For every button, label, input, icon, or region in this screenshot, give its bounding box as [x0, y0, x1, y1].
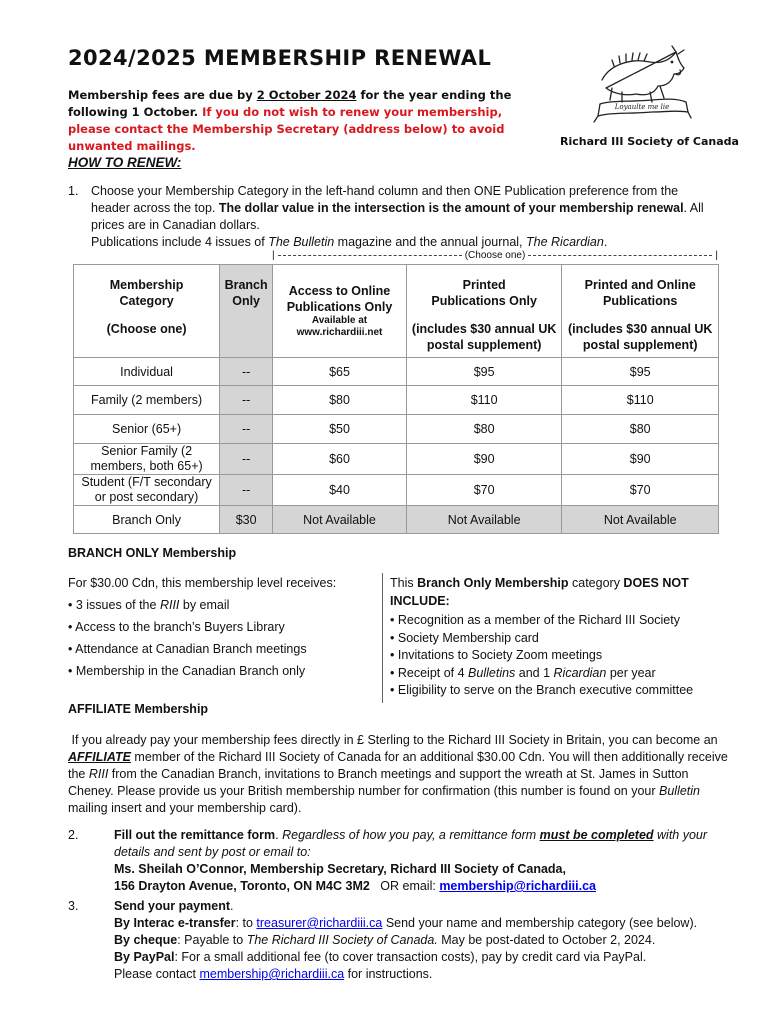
step-1: 1. Choose your Membership Category in the left-hand column and then ONE Publication preference from the header across the top. The dollar value in the intersection is the amount of your membership renewal. All prices are in Canadian dollars. Publications include 4 issues of The Bulletin magazine and the annual journal, The Ricardian.	[68, 184, 704, 249]
page-title: 2024/2025 MEMBERSHIP RENEWAL	[68, 46, 492, 70]
step-2: 2. Fill out the remittance form. Regardless of how you pay, a remittance form must be completed with your details and sent by post or email to: Ms. Sheilah O’Connor, Membership Secretary, Richard III Society of Canada, 156 Drayton Avenue, Toronto, ON M4C 3M2 OR email: membership@richardiii.ca	[68, 828, 708, 893]
step-number: 2.	[68, 828, 79, 842]
how-to-heading: HOW TO RENEW:	[68, 155, 182, 170]
table-row: Family (2 members) -- $80 $110 $110	[74, 386, 719, 415]
list-item: • Recognition as a member of the Richard III Society	[390, 613, 680, 627]
list-item: • Attendance at Canadian Branch meetings	[68, 642, 307, 656]
table-row: Branch Only $30 Not Available Not Available Not Available	[74, 506, 719, 534]
step-number: 3.	[68, 899, 79, 913]
list-item: • Society Membership card	[390, 630, 539, 645]
list-item: • Access to the branch’s Buyers Library	[68, 620, 285, 634]
branch-excludes-list: This Branch Only Membership category DOES NOT INCLUDE: • Recognition as a member of the Richard III Society • Society Membership card • Invitations to Society Zoom meetings • Receipt of 4 Bulletins and 1 Ricardian per year • Eligibility to serve on the Branch executive committee	[390, 575, 720, 700]
boar-logo-icon	[592, 42, 692, 130]
table-row: Senior (65+) -- $50 $80 $80	[74, 415, 719, 444]
contact-email-link[interactable]: membership@richardiii.ca	[199, 967, 345, 981]
branch-receives-list: For $30.00 Cdn, this membership level receives: • 3 issues of the RIII by email • Access to the branch’s Buyers Library • Attendance at Canadian Branch meetings • Membership in the Canadian Branch only	[68, 575, 378, 685]
table-header-row	[74, 265, 719, 358]
membership-email-link[interactable]: membership@richardiii.ca	[439, 879, 597, 893]
address-line-1: Ms. Sheilah O’Connor, Membership Secretary, Richard III Society of Canada,	[114, 862, 566, 876]
choose-one-bracket: | (Choose one) |	[272, 250, 718, 261]
list-item: • Receipt of 4 Bulletins and 1 Ricardian per year	[390, 665, 656, 680]
table-row: Senior Family (2 members, both 65+) -- $60 $90 $90	[74, 444, 719, 475]
table-row: Student (F/T secondary or post secondary) -- $40 $70 $70	[74, 475, 719, 506]
address-line-2: 156 Drayton Avenue, Toronto, ON M4C 3M2	[114, 879, 370, 893]
list-item: • Membership in the Canadian Branch only	[68, 664, 306, 678]
treasurer-email-link[interactable]: treasurer@richardiii.ca	[256, 916, 383, 930]
affiliate-paragraph: If you already pay your membership fees directly in £ Sterling to the Richard III Society in Britain, you can become an AFFILIATE member of the Richard III Society of Canada for an additional $30.00 Cdn. You will then additionally receive the RIII from the Canadian Branch, invitations to Branch meetings and support the wreath at St. James in Sutton Cheney. Please provide us your British membership number for confirmation (this number is found on your Bulletin mailing insert and your membership card).	[68, 733, 728, 815]
society-name: Richard III Society of Canada	[560, 135, 739, 148]
step-3: 3. Send your payment. By Interac e-transfer: to treasurer@richardiii.ca Send your name and membership category (see below). By cheque: Payable to The Richard III Society of Canada. May be post-dated to October 2, 2024. By PayPal: For a small additional fee (to cover transaction costs), pay by credit card via PayPal. Please contact membership@richardiii.ca for instructions.	[68, 899, 698, 981]
column-divider	[382, 573, 383, 703]
header-category: Membership Category (Choose one)	[74, 265, 220, 358]
header-printed: Printed Publications Only (includes $30 annual UK postal supplement)	[406, 265, 562, 358]
list-item: • 3 issues of the RIII by email	[68, 598, 230, 612]
branch-only-heading: BRANCH ONLY Membership	[68, 546, 237, 560]
header-branch: Branch Only	[220, 265, 273, 358]
affiliate-heading: AFFILIATE Membership	[68, 702, 209, 716]
list-item: • Eligibility to serve on the Branch executive committee	[390, 683, 694, 697]
intro-paragraph: Membership fees are due by 2 October 2024 for the year ending the following 1 October. If you do not wish to renew your membership, please contact the Membership Secretary (address below) to avoid unwanted mailings.	[68, 88, 512, 153]
choose-one-label: (Choose one)	[464, 250, 526, 261]
fees-table	[73, 264, 719, 534]
step-number: 1.	[68, 184, 79, 198]
logo-motto: Loyaulte me lie	[614, 103, 670, 111]
header-online: Access to Online Publications Only Available at www.richardiii.net	[273, 265, 407, 358]
due-date: 2 October 2024	[256, 88, 357, 102]
header-both: Printed and Online Publications (includes $30 annual UK postal supplement)	[562, 265, 719, 358]
intro-warning: If you do not wish to renew your membership, please contact the Membership Secretary (address below) to avoid unwanted mailings.	[68, 105, 505, 153]
table-row: Individual -- $65 $95 $95	[74, 358, 719, 386]
list-item: • Invitations to Society Zoom meetings	[390, 648, 603, 662]
